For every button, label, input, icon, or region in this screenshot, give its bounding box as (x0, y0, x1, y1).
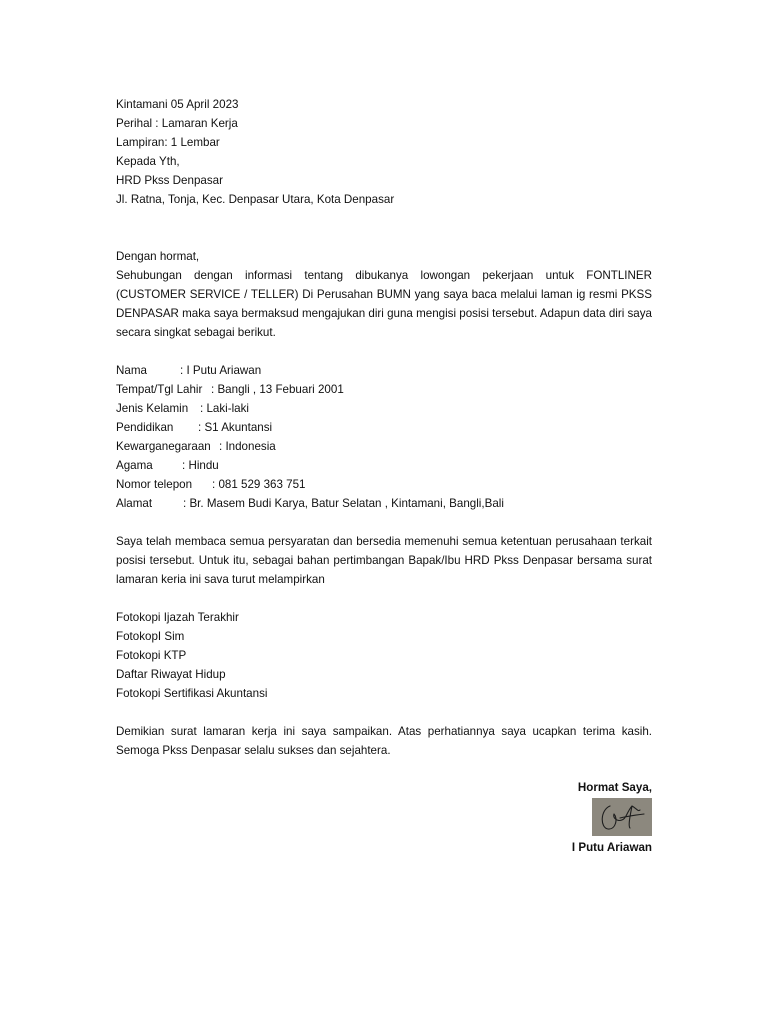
list-item: Daftar Riwayat Hidup (116, 668, 226, 681)
list-item: Fotokopi Ijazah Terakhir (116, 611, 239, 624)
field-label: Tempat/Tgl Lahir (116, 383, 203, 396)
field-address (116, 494, 652, 513)
field-label: Nomor telepon (116, 478, 193, 491)
place-date: Kintamani 05 April 2023 (116, 98, 239, 111)
field-religion (116, 456, 652, 475)
list-item: FotokopI Sim (116, 630, 185, 643)
field-phone (116, 475, 652, 494)
field-value: : Laki-laki (200, 402, 249, 415)
subject-line: Perihal : Lamaran Kerja (116, 117, 238, 130)
field-gender (116, 399, 652, 418)
recipient: HRD Pkss Denpasar (116, 174, 223, 187)
field-citizenship (116, 437, 652, 456)
field-birth (116, 380, 652, 399)
letter-header (116, 95, 652, 209)
opening-paragraph: Sehubungan dengan informasi tentang dibukanya lowongan pekerjaan untuk FONTLINER (CUSTOMER SERVICE / TELLER) Di Perusahan BUMN yang saya baca melalui laman ig resmi PKSS DENPASAR maka saya bermaksud mengajukan diri guna mengisi posisi tersebut. Adapun data diri saya secara singkat sebagai berikut. (116, 269, 652, 339)
recipient-address: Jl. Ratna, Tonja, Kec. Denpasar Utara, Kota Denpasar (116, 193, 395, 206)
field-value: : Hindu (182, 459, 219, 472)
field-label: Pendidikan (116, 421, 174, 434)
signer-name: I Putu Ariawan (571, 841, 652, 854)
field-name (116, 361, 652, 380)
signature-block (116, 778, 652, 857)
closing-paragraph: Demikian surat lamaran kerja ini saya sampaikan. Atas perhatiannya saya ucapkan terima kasih. Semoga Pkss Denpasar selalu sukses dan sejahtera. (116, 725, 652, 757)
list-item: Fotokopi KTP (116, 649, 187, 662)
field-label: Nama (116, 364, 147, 377)
signature-scribble (592, 798, 652, 836)
field-value: : I Putu Ariawan (180, 364, 262, 377)
closing-greeting: Hormat Saya, (577, 781, 652, 794)
signature-image (592, 798, 652, 836)
field-value: : Br. Masem Budi Karya, Batur Selatan , Kintamani, Bangli,Bali (183, 497, 504, 510)
attachment-count: Lampiran: 1 Lembar (116, 136, 220, 149)
field-label: Jenis Kelamin (116, 402, 189, 415)
field-label: Agama (116, 459, 153, 472)
field-value: : Bangli , 13 Febuari 2001 (211, 383, 344, 396)
field-label: Kewarganegaraan (116, 440, 211, 453)
field-value: : S1 Akuntansi (198, 421, 273, 434)
personal-data (116, 361, 652, 513)
list-item: Fotokopi Sertifikasi Akuntansi (116, 687, 268, 700)
field-value: : 081 529 363 751 (212, 478, 306, 491)
field-label: Alamat (116, 497, 153, 510)
attachment-list (116, 608, 652, 703)
field-education (116, 418, 652, 437)
salutation: Dengan hormat, (116, 250, 200, 263)
field-value: : Indonesia (219, 440, 276, 453)
to-line: Kepada Yth, (116, 155, 180, 168)
body-paragraph: Saya telah membaca semua persyaratan dan bersedia memenuhi semua ketentuan perusahaan terkait posisi tersebut. Untuk itu, sebagai bahan pertimbangan Bapak/Ibu HRD Pkss Denpasar bersama surat lamaran keria ini sava turut melampirkan (116, 535, 652, 586)
